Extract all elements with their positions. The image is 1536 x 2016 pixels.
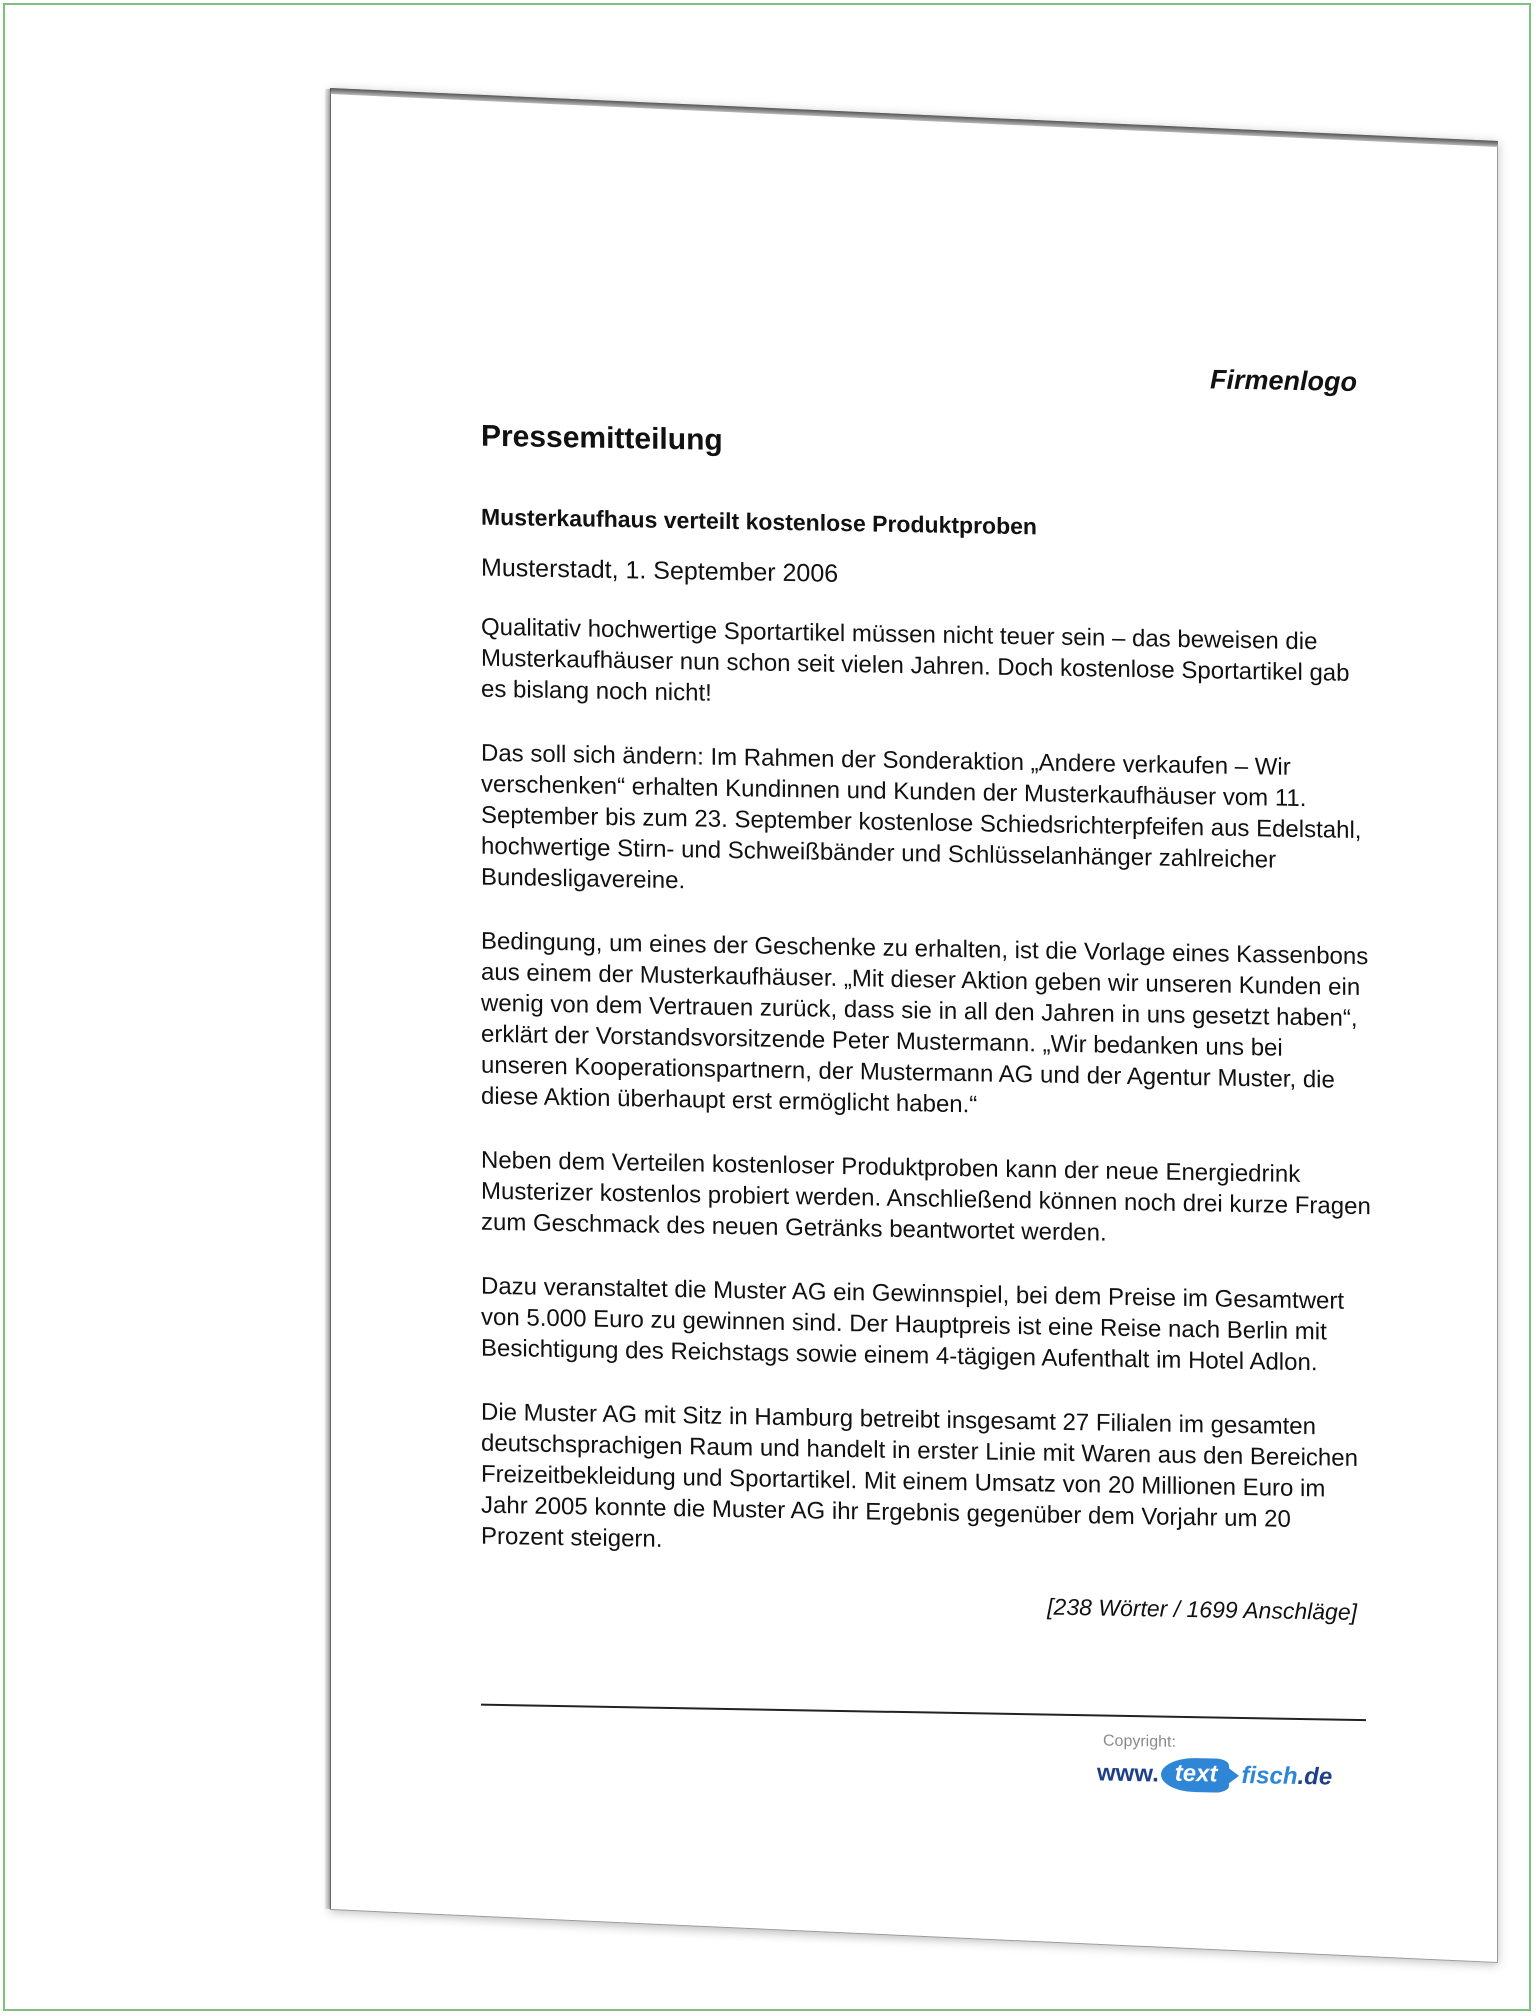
word-count: [238 Wörter / 1699 Anschläge] (1047, 1593, 1357, 1625)
dateline: Musterstadt, 1. September 2006 (481, 553, 839, 588)
logo-text: text (1174, 1759, 1218, 1788)
page-title: Pressemitteilung (481, 419, 723, 457)
logo-fisch: fisch (1241, 1761, 1298, 1790)
logo-prefix: www. (1097, 1759, 1159, 1788)
textfisch-logo (1097, 1756, 1357, 1795)
footer-divider (481, 1704, 1366, 1721)
copyright-label: Copyright: (1103, 1732, 1176, 1751)
company-logo-placeholder: Firmenlogo (1210, 364, 1357, 397)
press-headline: Musterkaufhaus verteilt kostenlose Produktproben (481, 503, 1037, 540)
paragraph: Dazu veranstaltet die Muster AG ein Gewinnspiel, bei dem Preise im Gesamtwert von 5.000 Euro zu gewinnen sind. Der Hauptpreis ist eine Reise nach Berlin mit Besichtigung des Reichstags sowie einem 4-tägigen Aufenthalt im Hotel Adlon. (481, 1272, 1345, 1377)
document-page (330, 88, 1498, 1963)
page-content (331, 89, 1497, 1929)
paragraph: Das soll sich ändern: Im Rahmen der Sonderaktion „Andere verkaufen – Wir verschenken“ erhalten Kundinnen und Kunden der Musterkaufhäuser vom 11. September bis zum 23. September kostenlose Schiedsrichterpfeifen aus Edelstahl, hochwertige Stirn- und Schweißbänder und Schlüsselanhänger zahlreicher Bundesligavereine. (481, 739, 1362, 895)
paragraph: Qualitativ hochwertige Sportartikel müssen nicht teuer sein – das beweisen die Musterkaufhäuser nun schon seit vielen Jahren. Doch kostenlose Sportartikel gab es bislang noch nicht! (481, 613, 1350, 707)
paragraph: Die Muster AG mit Sitz in Hamburg betreibt insgesamt 27 Filialen im gesamten deutschsprachigen Raum und handelt in erster Linie mit Waren aus den Bereichen Freizeitbekleidung und Sportartikel. Mit einem Umsatz von 20 Millionen Euro im Jahr 2005 konnte die Muster AG ihr Ergebnis gegenüber dem Vorjahr um 20 Prozent steigern. (481, 1398, 1358, 1553)
fish-icon (1161, 1758, 1230, 1793)
body-text (481, 612, 1371, 1601)
paragraph: Bedingung, um eines der Geschenke zu erhalten, ist die Vorlage eines Kassenbons aus einem der Musterkaufhäuser. „Mit dieser Aktion geben wir unseren Kunden ein wenig von dem Vertrauen zurück, dass sie in all den Jahren in uns gesetzt haben“, erklärt der Vorstandsvorsitzende Peter Mustermann. „Wir bedanken uns bei unseren Kooperationspartnern, der Mustermann AG und der Agentur Muster, die diese Aktion überhaupt erst ermöglicht haben.“ (481, 927, 1369, 1119)
paragraph: Neben dem Verteilen kostenloser Produktproben kann der neue Energiedrink Musterizer kostenlos probiert werden. Anschließend können noch drei kurze Fragen zum Geschmack des neuen Getränks beantwortet werden. (481, 1146, 1371, 1247)
logo-tld: .de (1297, 1762, 1333, 1791)
copyright-block (1097, 1732, 1357, 1795)
